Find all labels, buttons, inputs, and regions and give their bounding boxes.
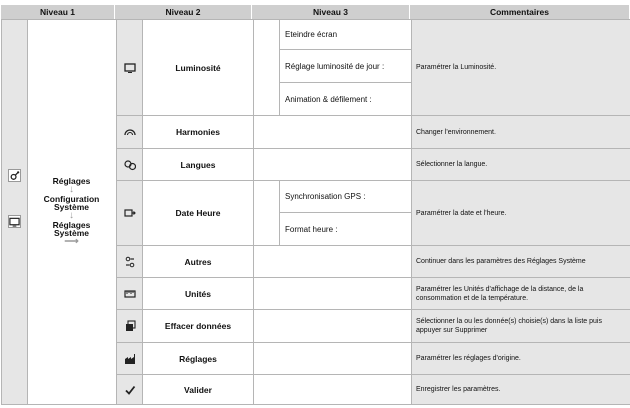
factory-reset-icon: [124, 353, 136, 365]
row-label: Réglages: [142, 342, 253, 374]
row-sub-empty: [253, 309, 411, 342]
row-sub-empty: [253, 148, 411, 180]
row-icon-cell: [116, 245, 142, 277]
comment-line: Sélectionner la ou les donnée(s) choisie(s) dans la liste puis: [416, 318, 602, 325]
settings-icon: [8, 169, 21, 182]
table-bottom-border: [1, 404, 116, 405]
delete-data-icon: [124, 320, 136, 332]
row-sub-empty: [253, 115, 411, 148]
niveau1-reglages-systeme-line2: Système: [54, 228, 89, 238]
row-comment: Continuer dans les paramètres des Réglages Système: [411, 245, 630, 277]
screen-icon: [124, 62, 136, 74]
row-icon-cell: [116, 277, 142, 309]
niveau1-configuration: Configuration: [43, 194, 100, 204]
settings-table: [1, 19, 630, 405]
row-icon-cell: [116, 19, 142, 115]
check-icon: [124, 384, 136, 396]
header-commentaires: Commentaires: [410, 5, 630, 19]
row-comment: Paramétrer la Luminosité.: [411, 19, 630, 115]
row-sub-empty: [253, 277, 411, 309]
comment-line: Paramétrer les Unités d'affichage de la distance, de la: [416, 285, 584, 293]
arrow-right-icon: ⟶: [64, 236, 79, 247]
comment-line: consommation et de la température.: [416, 294, 529, 302]
languages-icon: [124, 159, 136, 171]
sub-item: Format heure :: [279, 212, 411, 245]
sub-item: Animation & défilement :: [279, 82, 411, 115]
row-sub-spacer: [253, 180, 279, 245]
row-icon-cell: [116, 148, 142, 180]
row-icon-cell: [116, 309, 142, 342]
row-comment: [411, 309, 630, 342]
row-comment: [411, 277, 630, 309]
row-comment: Changer l'environnement.: [411, 115, 630, 148]
row-comment: Sélectionner la langue.: [411, 148, 630, 180]
row-icon-cell: [116, 115, 142, 148]
row-comment: Enregistrer les paramètres.: [411, 374, 630, 405]
row-comment: Paramétrer les réglages d'origine.: [411, 342, 630, 374]
row-icon-cell: [116, 180, 142, 245]
arrow-down-icon: ↓: [69, 184, 74, 195]
sub-item: Eteindre écran: [279, 19, 411, 49]
row-label: Langues: [142, 148, 253, 180]
row-label: Harmonies: [142, 115, 253, 148]
side-icon-column: [1, 19, 27, 405]
row-label: Autres: [142, 245, 253, 277]
arrow-down-icon: ↓: [69, 210, 74, 221]
row-sub-spacer: [253, 19, 279, 115]
header-niveau-1: Niveau 1: [1, 5, 115, 19]
niveau1-reglages-systeme: Réglages: [52, 220, 91, 230]
comment-line: appuyer sur Supprimer: [416, 327, 488, 334]
sub-item: Synchronisation GPS :: [279, 180, 411, 212]
units-icon: [124, 288, 136, 300]
row-label: Valider: [142, 374, 253, 405]
harmony-icon: [124, 126, 136, 138]
niveau1-configuration-line2: Système: [54, 202, 89, 212]
row-label: Unités: [142, 277, 253, 309]
header-niveau-3: Niveau 3: [252, 5, 410, 19]
row-sub-empty: [253, 374, 411, 405]
row-comment: Paramétrer la date et l'heure.: [411, 180, 630, 245]
sub-item: Réglage luminosité de jour :: [279, 49, 411, 82]
niveau1-path: [27, 19, 116, 405]
row-sub-empty: [253, 342, 411, 374]
row-label: Date Heure: [142, 180, 253, 245]
date-time-icon: [124, 207, 136, 219]
row-label: Luminosité: [142, 19, 253, 115]
row-label: Effacer données: [142, 309, 253, 342]
row-sub-empty: [253, 245, 411, 277]
header-niveau-2: Niveau 2: [115, 5, 252, 19]
niveau1-reglages: Réglages: [52, 176, 91, 186]
screen-icon: [8, 215, 21, 228]
row-icon-cell: [116, 374, 142, 405]
other-settings-icon: [124, 256, 136, 268]
row-icon-cell: [116, 342, 142, 374]
